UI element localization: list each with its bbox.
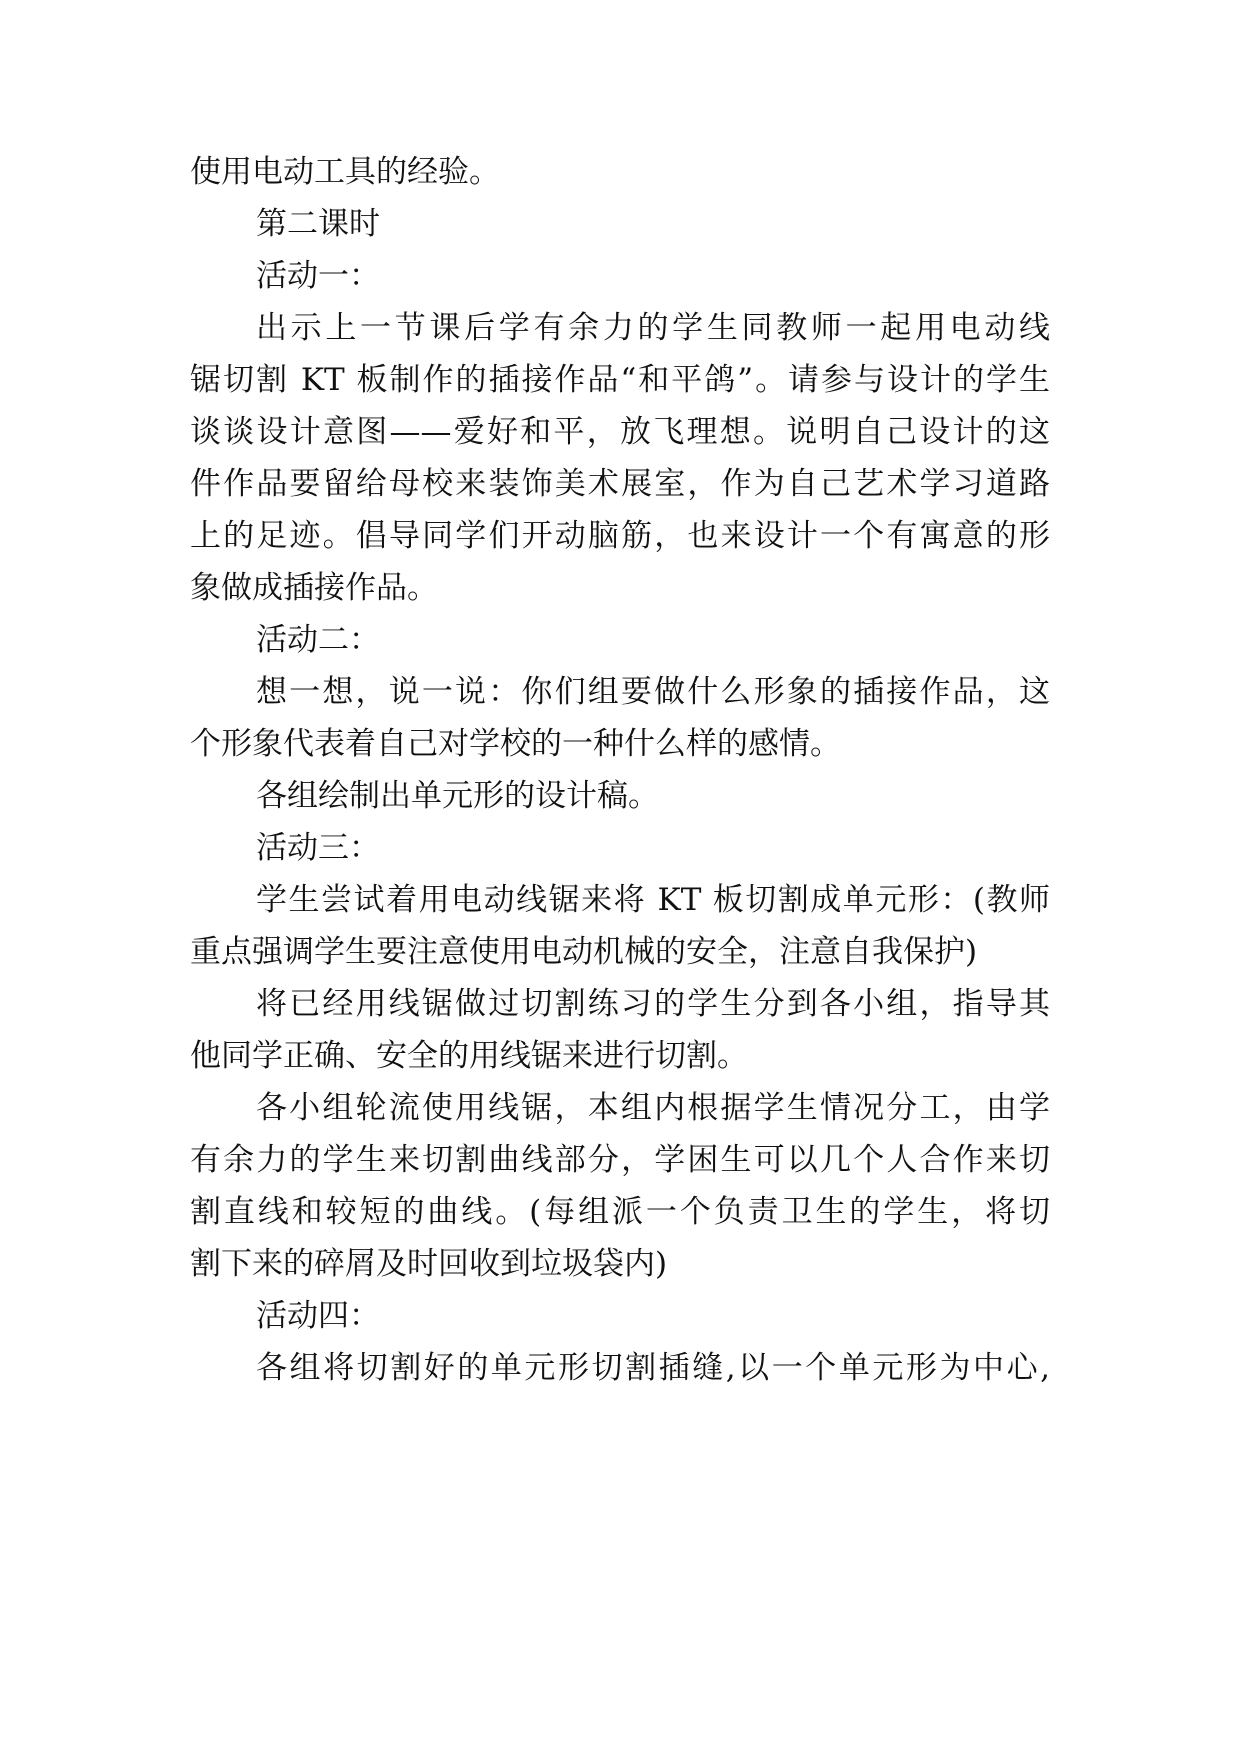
- paragraph-line: 出示上一节课后学有余力的学生同教师一起用电动线: [256, 310, 1050, 346]
- activity-heading: 活动四：: [256, 1298, 380, 1334]
- paragraph-line: 割下来的碎屑及时回收到垃圾袋内): [190, 1246, 668, 1282]
- paragraph-line: 他同学正确、安全的用线锯来进行切割。: [190, 1038, 748, 1074]
- paragraph-line: 各小组轮流使用线锯，本组内根据学生情况分工，由学: [256, 1090, 1050, 1126]
- paragraph-line: 有余力的学生来切割曲线部分，学困生可以几个人合作来切: [190, 1142, 1050, 1178]
- paragraph-line: 件作品要留给母校来装饰美术展室，作为自己艺术学习道路: [190, 466, 1050, 502]
- activity-heading: 活动二：: [256, 622, 380, 658]
- section-heading: 第二课时: [256, 206, 380, 242]
- activity-heading: 活动三：: [256, 830, 380, 866]
- paragraph-line: 谈谈设计意图——爱好和平，放飞理想。说明自己设计的这: [190, 414, 1050, 450]
- paragraph-line: 象做成插接作品。: [190, 570, 438, 606]
- paragraph-line: 割直线和较短的曲线。(每组派一个负责卫生的学生，将切: [190, 1194, 1050, 1230]
- paragraph-line: 使用电动工具的经验。: [190, 154, 500, 190]
- paragraph-line: 重点强调学生要注意使用电动机械的安全，注意自我保护): [190, 934, 978, 970]
- paragraph-line: 将已经用线锯做过切割练习的学生分到各小组，指导其: [256, 986, 1050, 1022]
- paragraph-line: 各组绘制出单元形的设计稿。: [256, 778, 659, 814]
- paragraph-line: 个形象代表着自己对学校的一种什么样的感情。: [190, 726, 841, 762]
- paragraph-line: 各组将切割好的单元形切割插缝,以一个单元形为中心,: [256, 1350, 1050, 1386]
- paragraph-line: 想一想，说一说：你们组要做什么形象的插接作品，这: [256, 674, 1050, 710]
- activity-heading: 活动一：: [256, 258, 380, 294]
- paragraph-line: 学生尝试着用电动线锯来将 KT 板切割成单元形：(教师: [256, 882, 1050, 918]
- paragraph-line: 锯切割 KT 板制作的插接作品“和平鸽”。请参与设计的学生: [190, 362, 1050, 398]
- paragraph-line: 上的足迹。倡导同学们开动脑筋，也来设计一个有寓意的形: [190, 518, 1050, 554]
